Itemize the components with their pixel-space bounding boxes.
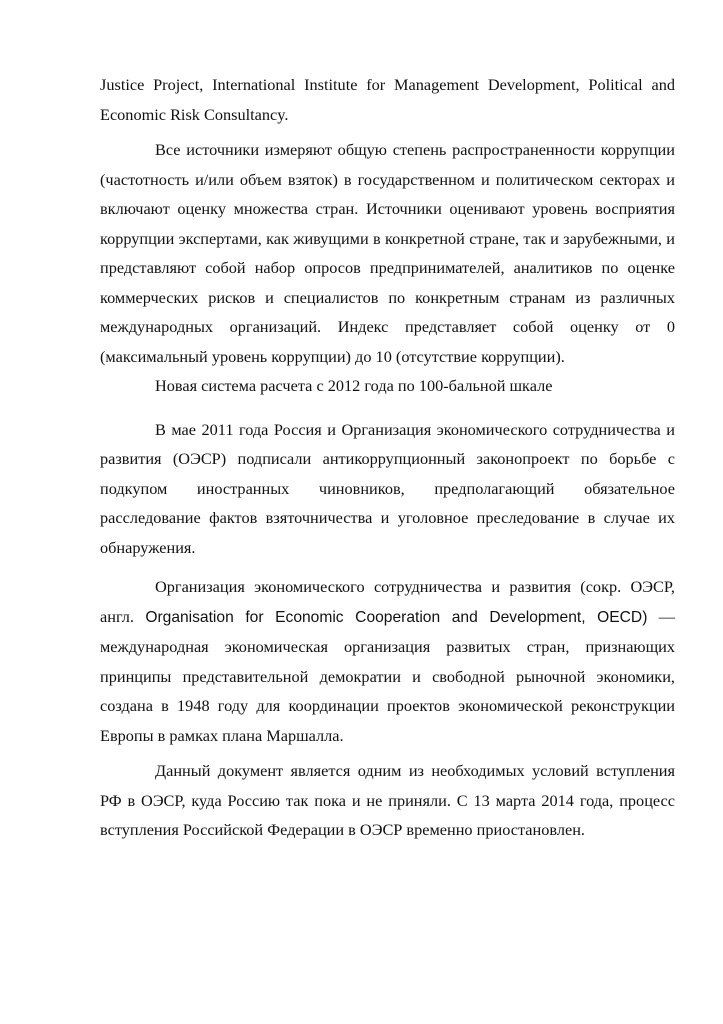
paragraph-continuation: Justice Project, International Institute for Management Development, Political and Economic Risk Consultancy. <box>100 75 675 124</box>
paragraph-document: Данный документ является одним из необходимых условий вступления РФ в ОЭСР, куда Россию так пока и не приняли. С 13 марта 2014 года, процесс вступления Российской Федерации в ОЭСР временно приостановлен. <box>100 761 675 839</box>
oecd-text-after: — международная экономическая организация развитых стран, признающих принципы представительной демократии и свободной рыночной экономики, создана в 1948 году для координации проектов экономической реконструкции Европы в рамках плана Маршалла. <box>100 606 675 745</box>
paragraph-sources: Все источники измеряют общую степень распространенности коррупции (частотность и/или объем взяток) в государственном и политическом секторах и включают оценку множества стран. Источники оценивают уровень восприятия коррупции экспертами, как живущими в конкретной стране, так и зарубежными, и представляют собой набор опросов предпринимателей, аналитиков по оценке коммерческих рисков и специалистов по конкретным странам из различных международных организаций. Индекс представляет собой оценку от 0 (максимальный уровень коррупции) до 10 (отсутствие коррупции). <box>100 140 675 366</box>
oecd-text-before: Организация экономического сотрудничества и развития (сокр. ОЭСР, англ. <box>100 577 675 626</box>
document-body <box>100 70 675 845</box>
paragraph-oecd <box>100 572 675 750</box>
paragraph-may-2011: В мае 2011 года Россия и Организация экономического сотрудничества и развития (ОЭСР) подписали антикоррупционный законопроект по борьбе с подкупом иностранных чиновников, предполагающий обязательное расследование фактов взяточничества и уголовное преследование в случае их обнаружения. <box>100 419 675 557</box>
oecd-english-name: Organisation for Economic Cooperation and Development, OECD) <box>145 608 648 626</box>
paragraph-new-system: Новая система расчета с 2012 года по 100-бальной шкале <box>155 376 553 395</box>
